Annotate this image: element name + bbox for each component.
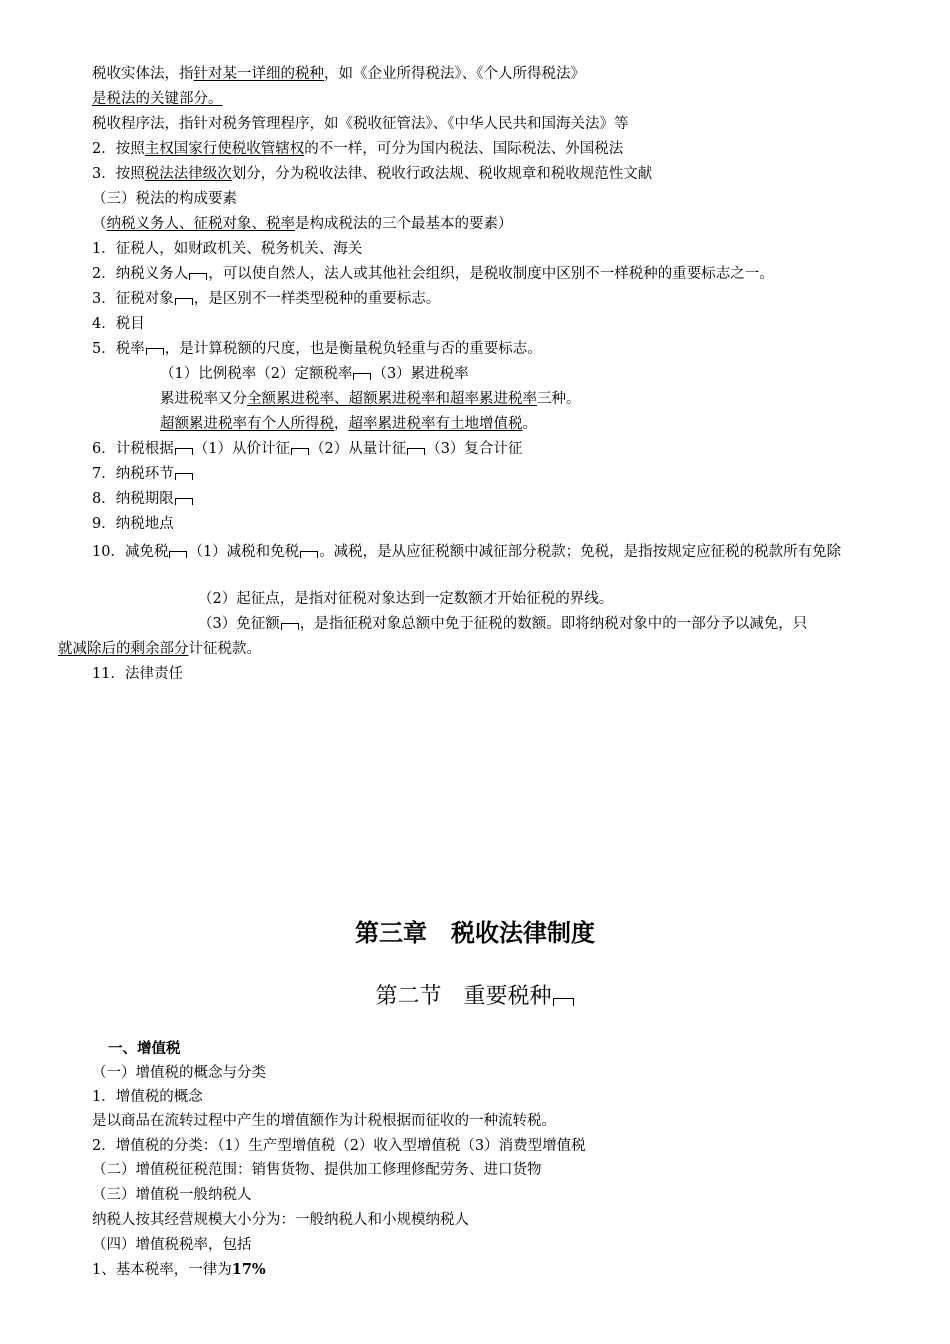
underlined-phrase: 税法法律级次 [144, 166, 232, 182]
subheading: （四）增值税税率，包括 [92, 1237, 252, 1253]
text-line: 1、基本税率，一律为17% [92, 1261, 266, 1278]
bracket-mark-icon [353, 373, 371, 380]
subheading: （三）增值税一般纳税人 [92, 1187, 252, 1203]
underlined-phrase: 就减除后的剩余部分 [58, 641, 189, 657]
underlined-phrase: 主权国家行使税收管辖权 [144, 141, 305, 157]
section-title: 第二节 重要税种 [0, 982, 950, 1012]
subheading: （二）增值税征税范围：销售货物、提供加工修理修配劳务、进口货物 [92, 1162, 542, 1178]
text-line: 1．征税人，如财政机关、税务机关、海关 [92, 241, 363, 257]
text-line: 8．纳税期限 [92, 490, 194, 508]
underlined-phrase: 超率累进税率有土地增值税 [348, 416, 523, 432]
text-paragraph: 10．减免税 （1）减税和免税 。减税，是从应征税额中减征部分税款；免税，是指按规定应征税的税款所有免除 [92, 544, 842, 560]
text-line: 税收程序法，指针对税务管理程序，如《税收征管法》、《中华人民共和国海关法》等 [92, 116, 629, 132]
text-line: 是税法的关键部分。 [92, 91, 223, 107]
text-line: （3）免征额 ，是指征税对象总额中免于征税的数额。即将纳税对象中的一部分予以减免，只 [198, 616, 808, 632]
text-line: 税收实体法，指针对某一详细的税种，如《企业所得税法》、《个人所得税法》 [92, 66, 585, 82]
subheading: （三）税法的构成要素 [92, 191, 237, 207]
bracket-mark-icon [175, 473, 193, 480]
chapter-title: 第三章 税收法律制度 [355, 919, 595, 947]
bracket-mark-icon [291, 448, 309, 455]
text-line: 11．法律责任 [92, 666, 183, 682]
text-line: （2）起征点，是指对征税对象达到一定数额才开始征税的界线。 [198, 591, 614, 607]
text-line: 4．税目 [92, 316, 145, 332]
text-line: 1．增值税的概念 [92, 1089, 203, 1105]
underlined-phrase: 超额累进税率有个人所得税 [160, 416, 334, 432]
text-line: 3．征税对象 ，是区别不一样类型税种的重要标志。 [92, 291, 441, 307]
text-line: 是以商品在流转过程中产生的增值额作为计税根据而征收的一种流转税。 [92, 1113, 556, 1129]
bracket-mark-icon [175, 298, 193, 305]
text-line: 3．按照税法法律级次划分，分为税收法律、税收行政法规、税收规章和税收规范性文献 [92, 166, 653, 182]
text-line: 2．纳税义务人 ，可以使自然人，法人或其他社会组织，是税收制度中区别不一样税种的重要标志之一。 [92, 266, 774, 282]
bracket-mark-icon [300, 551, 318, 558]
bracket-mark-icon [175, 448, 193, 455]
text-line: 9．纳税地点 [92, 516, 174, 532]
text-line: 5．税率 ，是计算税额的尺度，也是衡量税负轻重与否的重要标志。 [92, 341, 542, 357]
bracket-mark-icon [189, 273, 207, 280]
underlined-phrase: 税法的关键部分。 [106, 91, 223, 107]
text-line: 2．增值税的分类：（1）生产型增值税（2）收入型增值税（3）消费型增值税 [92, 1138, 586, 1154]
bracket-mark-icon [407, 448, 425, 455]
underlined-phrase: 全额累进税率、超额累进税率和超率累进税率 [247, 391, 537, 407]
bracket-mark-icon [175, 498, 193, 505]
text-line: 超额累进税率有个人所得税，超率累进税率有土地增值税。 [160, 416, 537, 432]
text-line: 累进税率又分全额累进税率、超额累进税率和超率累进税率三种。 [160, 391, 581, 407]
rate-value: 17% [231, 1261, 266, 1278]
underlined-phrase: 针对某一详细的税种 [193, 66, 324, 82]
section-heading: 一、增值税 [108, 1041, 181, 1057]
bracket-mark-icon [553, 998, 574, 1006]
text-line: 6．计税根据 （1）从价计征 （2）从量计征 （3）复合计征 [92, 441, 523, 457]
underlined-phrase: 纳税义务人、征税对象、税率 [106, 216, 295, 232]
text-line: 纳税人按其经营规模大小分为：一般纳税人和小规模纳税人 [92, 1212, 469, 1228]
text-line: （纳税义务人、征税对象、税率是构成税法的三个最基本的要素） [92, 216, 513, 232]
text-line: （1）比例税率（2）定额税率 （3）累进税率 [160, 366, 469, 382]
bracket-mark-icon [281, 623, 299, 630]
subheading: （一）增值税的概念与分类 [92, 1065, 266, 1081]
text-line: 7．纳税环节 [92, 465, 194, 483]
bracket-mark-icon [146, 348, 164, 355]
bracket-mark-icon [169, 551, 187, 558]
text-line: 2．按照主权国家行使税收管辖权的不一样，可分为国内税法、国际税法、外国税法 [92, 141, 624, 157]
text-line: 就减除后的剩余部分计征税款。 [58, 641, 261, 657]
